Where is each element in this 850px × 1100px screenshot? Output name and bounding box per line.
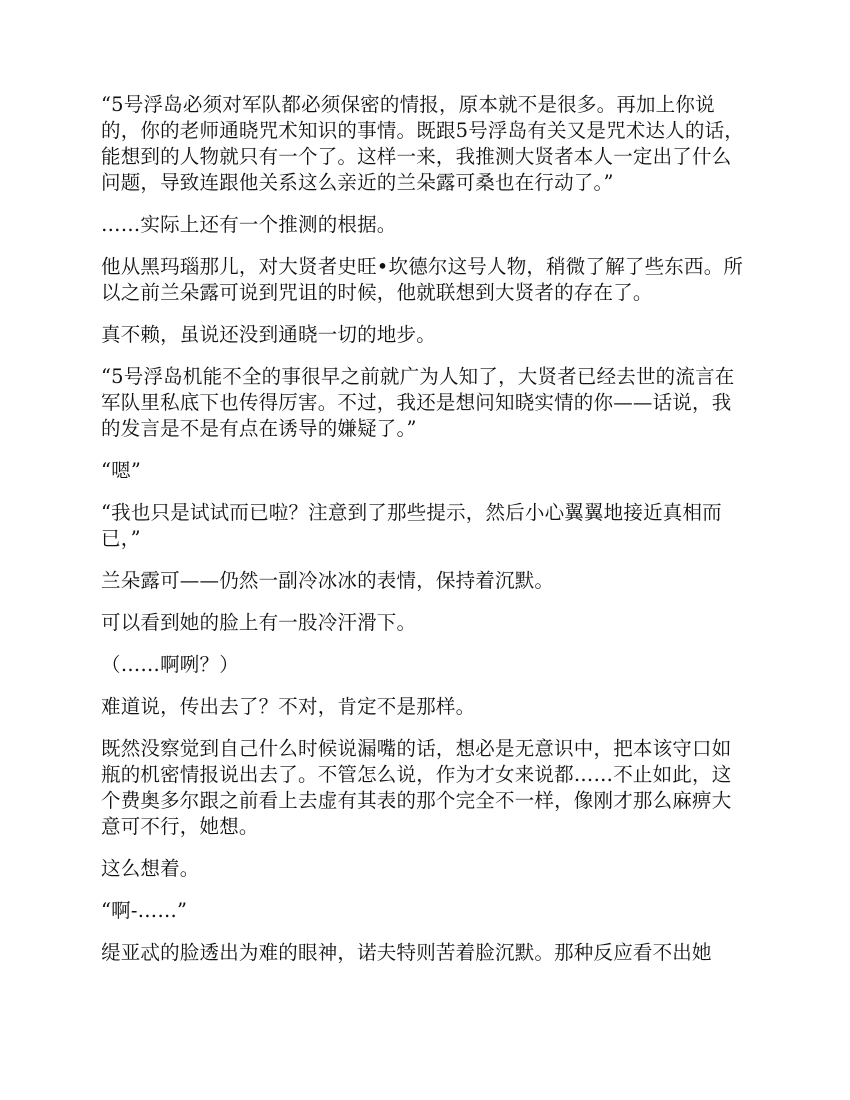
paragraph: 这么想着。 bbox=[101, 857, 200, 880]
paragraph: 难道说，传出去了？不对，肯定不是那样。 bbox=[101, 695, 476, 718]
paragraph: 可以看到她的脸上有一股冷汗滑下。 bbox=[101, 611, 417, 634]
paragraph: “5号浮岛机能不全的事很早之前就广为人知了，大贤者已经去世的流言在军队里私底下也传得厉害。不过，我还是想问知晓实情的你——话说，我的发言是不是有点在诱导的嫌疑了。” bbox=[101, 365, 735, 440]
paragraph: 缇亚忒的脸透出为难的眼神，诺夫特则苦着脸沉默。那种反应看不出她 bbox=[101, 941, 712, 964]
paragraph: （……啊咧？） bbox=[101, 653, 239, 676]
document-body bbox=[101, 92, 751, 982]
paragraph: “嗯” bbox=[101, 459, 142, 482]
paragraph: 他从黑玛瑙那儿，对大贤者史旺•坎德尔这号人物，稍微了解了些东西。所以之前兰朵露可说到咒诅的时候，他就联想到大贤者的存在了。 bbox=[101, 255, 744, 304]
paragraph: “5号浮岛必须对军队都必须保密的情报，原本就不是很多。再加上你说的，你的老师通晓咒术知识的事情。既跟5号浮岛有关又是咒术达人的话，能想到的人物就只有一个了。这样一来，我推测大贤者本人一定出了什么问题，导致连跟他关系这么亲近的兰朵露可桑也在行动了。” bbox=[101, 93, 745, 194]
paragraph: “啊-……” bbox=[101, 899, 188, 922]
paragraph: “我也只是试试而已啦？注意到了那些提示，然后小心翼翼地接近真相而已，” bbox=[101, 501, 722, 550]
paragraph: 既然没察觉到自己什么时候说漏嘴的话，想必是无意识中，把本该守口如瓶的机密情报说出去了。不管怎么说，作为才女来说都……不止如此，这个费奥多尔跟之前看上去虚有其表的那个完全不一样，像刚才那么麻痹大意可不行，她想。 bbox=[101, 737, 732, 838]
paragraph: 真不赖，虽说还没到通晓一切的地步。 bbox=[101, 323, 436, 346]
paragraph: 兰朵露可——仍然一副冷冰冰的表情，保持着沉默。 bbox=[101, 569, 555, 592]
paragraph: ……实际上还有一个推测的根据。 bbox=[101, 213, 397, 236]
